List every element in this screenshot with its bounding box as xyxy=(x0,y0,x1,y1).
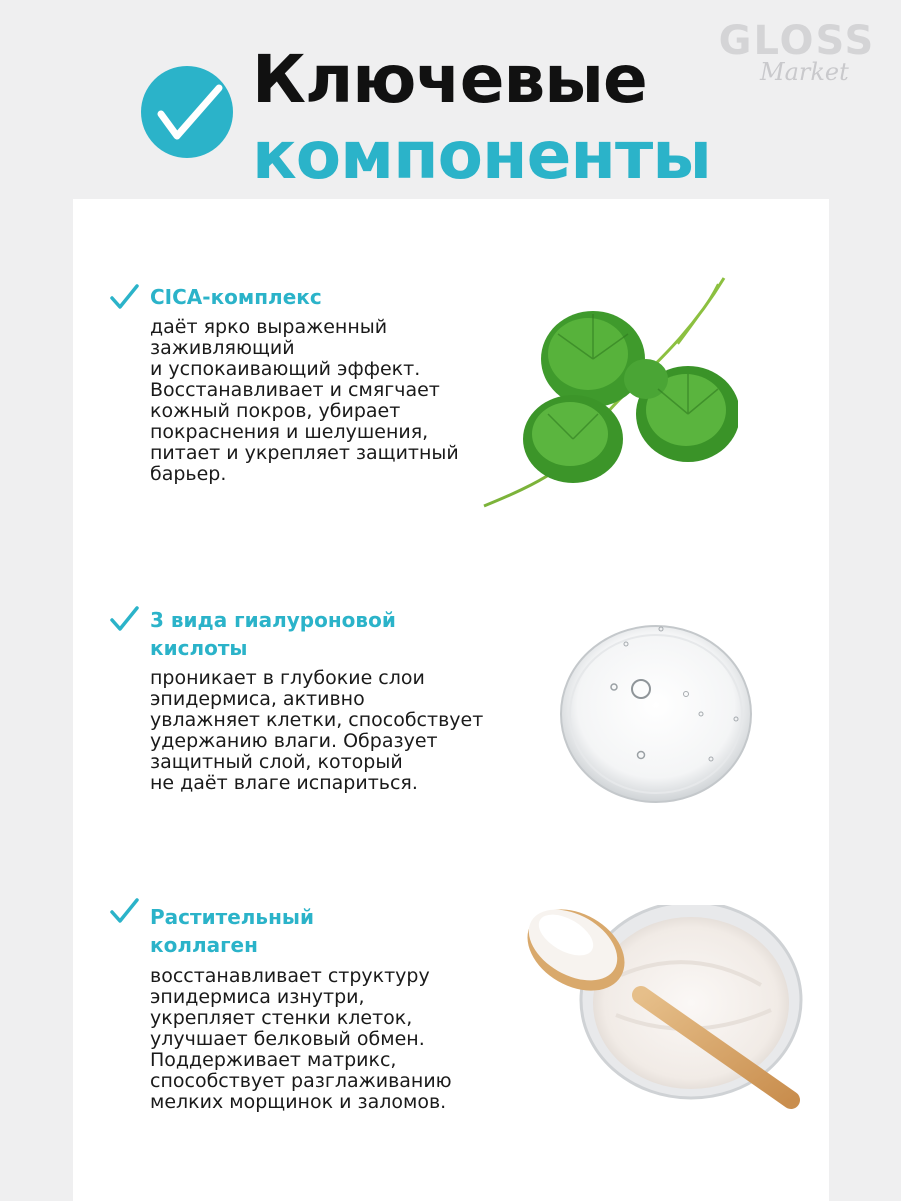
description-line: удержанию влаги. Образует xyxy=(150,730,438,752)
component-title xyxy=(150,903,314,959)
component-description xyxy=(150,317,459,485)
description-line: покраснения и шелушения, xyxy=(150,421,429,443)
description-line: Восстанавливает и смягчает xyxy=(150,379,440,401)
header xyxy=(0,0,901,200)
page-title-line2: компоненты xyxy=(252,117,711,194)
description-line: питает и укрепляет защитный xyxy=(150,442,459,464)
description-line: проникает в глубокие слои xyxy=(150,667,425,689)
check-icon xyxy=(109,283,139,311)
description-line: улучшает белковый обмен. xyxy=(150,1028,425,1050)
description-line: восстанавливает структуру xyxy=(150,965,430,987)
description-line: мелких морщинок и заломов. xyxy=(150,1091,447,1113)
components-card xyxy=(73,199,829,1201)
description-line: способствует разглаживанию xyxy=(150,1070,452,1092)
check-circle-icon xyxy=(141,66,233,158)
description-line: барьер. xyxy=(150,463,227,485)
component-title xyxy=(150,606,396,662)
description-line: кожный покров, убирает xyxy=(150,400,401,422)
gloss-market-logo xyxy=(712,18,882,96)
description-line: Поддерживает матрикс, xyxy=(150,1049,397,1071)
description-line: эпидермиса, активно xyxy=(150,688,365,710)
description-line: даёт ярко выраженный xyxy=(150,316,388,338)
logo-sub: Market xyxy=(760,58,849,86)
description-line: защитный слой, который xyxy=(150,751,403,773)
component-title-line: 3 вида гиалуроновой xyxy=(150,608,396,632)
description-line: укрепляет стенки клеток, xyxy=(150,1007,413,1029)
component-title-line: кислоты xyxy=(150,636,248,660)
component-title-line: CICA-комплекс xyxy=(150,285,322,309)
description-line: не даёт влаге испариться. xyxy=(150,772,418,794)
component-title xyxy=(150,283,322,311)
description-line: заживляющий xyxy=(150,337,295,359)
page-title-line1: Ключевые xyxy=(252,41,647,118)
component-description xyxy=(150,668,483,794)
component-title-line: Растительный xyxy=(150,905,314,929)
description-line: увлажняет клетки, способствует xyxy=(150,709,484,731)
description-line: эпидермиса изнутри, xyxy=(150,986,365,1008)
check-icon xyxy=(109,605,139,633)
component-description xyxy=(150,966,452,1113)
description-line: и успокаивающий эффект. xyxy=(150,358,421,380)
check-icon xyxy=(109,897,139,925)
component-title-line: коллаген xyxy=(150,933,258,957)
logo-word: GLOSS xyxy=(718,18,876,64)
collagen-powder-bowl-icon xyxy=(521,905,811,1115)
gel-drop-icon xyxy=(556,619,756,809)
centella-leaf-icon xyxy=(478,274,738,514)
